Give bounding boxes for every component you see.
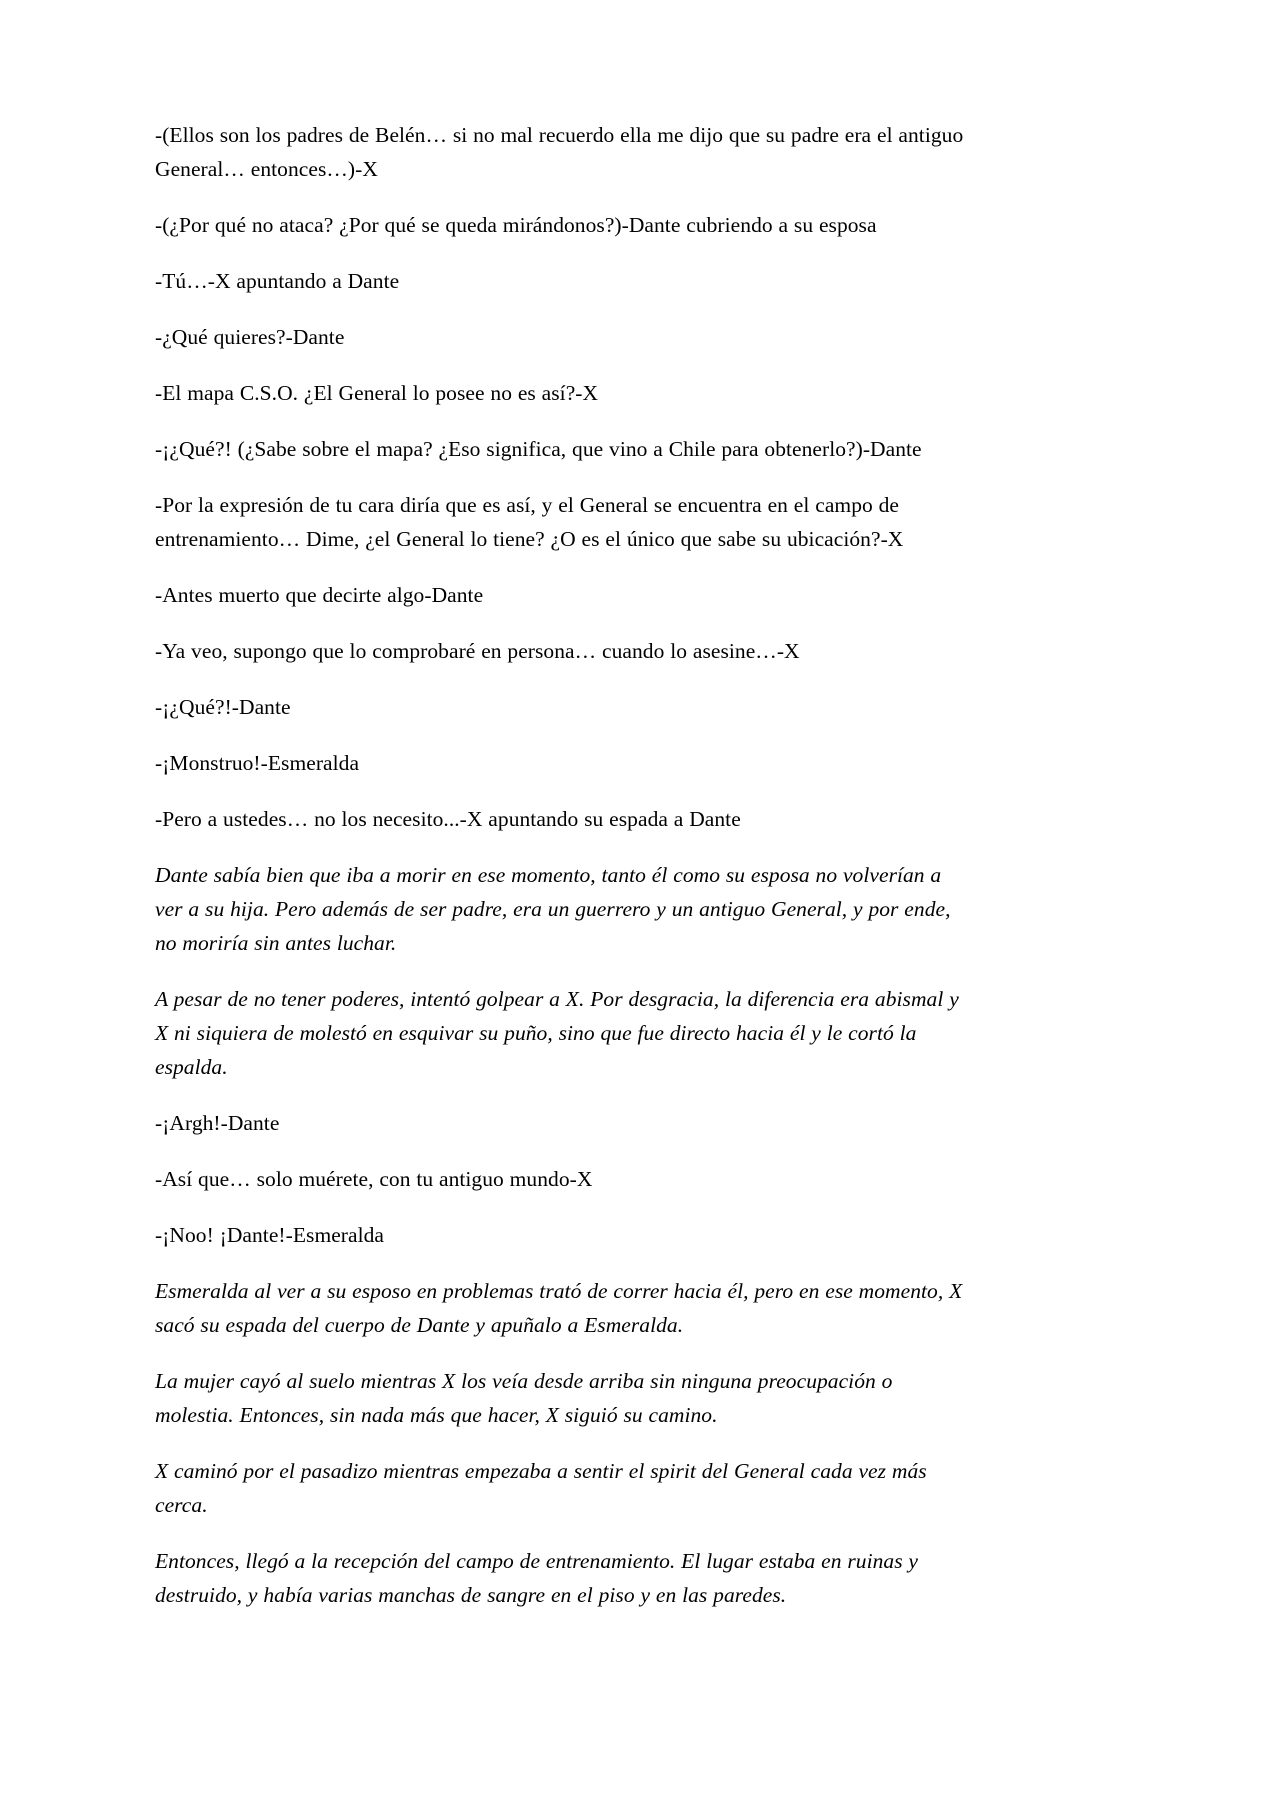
paragraph-dialogue: -¡Monstruo!-Esmeralda — [155, 751, 360, 775]
paragraph-narration: Entonces, llegó a la recepción del campo de entrenamiento. El lugar estaba en ruinas y destruido, y había varias manchas de sangre en el piso y en las paredes. — [155, 1549, 919, 1607]
paragraph-dialogue: -(Ellos son los padres de Belén… si no mal recuerdo ella me dijo que su padre era el antiguo General… entonces…)-X — [155, 123, 964, 181]
paragraph-dialogue: -Por la expresión de tu cara diría que es así, y el General se encuentra en el campo de entrenamiento… Dime, ¿el General lo tiene? ¿O es el único que sabe su ubicación?-X — [155, 493, 904, 551]
paragraph-dialogue: -Antes muerto que decirte algo-Dante — [155, 583, 484, 607]
paragraph-dialogue: -¿Qué quieres?-Dante — [155, 325, 345, 349]
paragraph-dialogue: -(¿Por qué no ataca? ¿Por qué se queda mirándonos?)-Dante cubriendo a su esposa — [155, 213, 877, 237]
paragraph-narration: Dante sabía bien que iba a morir en ese momento, tanto él como su esposa no volverían a ver a su hija. Pero además de ser padre, era un guerrero y un antiguo General, y por ende, no moriría sin antes luchar. — [155, 863, 951, 955]
paragraph-dialogue: -El mapa C.S.O. ¿El General lo posee no es así?-X — [155, 381, 599, 405]
paragraph-dialogue: -¡Argh!-Dante — [155, 1111, 280, 1135]
document-text-body — [155, 118, 965, 1612]
paragraph-dialogue: -Pero a ustedes… no los necesito...-X apuntando su espada a Dante — [155, 807, 741, 831]
paragraph-dialogue: -¡Noo! ¡Dante!-Esmeralda — [155, 1223, 385, 1247]
paragraph-narration: A pesar de no tener poderes, intentó golpear a X. Por desgracia, la diferencia era abismal y X ni siquiera de molestó en esquivar su puño, sino que fue directo hacia él y le cortó la espalda. — [155, 987, 959, 1079]
paragraph-dialogue: -Ya veo, supongo que lo comprobaré en persona… cuando lo asesine…-X — [155, 639, 800, 663]
paragraph-dialogue: -¡¿Qué?!-Dante — [155, 695, 291, 719]
paragraph-dialogue: -Así que… solo muérete, con tu antiguo mundo-X — [155, 1167, 593, 1191]
paragraph-dialogue: -¡¿Qué?! (¿Sabe sobre el mapa? ¿Eso significa, que vino a Chile para obtenerlo?)-Dante — [155, 437, 922, 461]
paragraph-narration: La mujer cayó al suelo mientras X los veía desde arriba sin ninguna preocupación o molestia. Entonces, sin nada más que hacer, X siguió su camino. — [155, 1369, 893, 1427]
paragraph-dialogue: -Tú…-X apuntando a Dante — [155, 269, 400, 293]
paragraph-narration: X caminó por el pasadizo mientras empezaba a sentir el spirit del General cada vez más cerca. — [155, 1459, 927, 1517]
paragraph-narration: Esmeralda al ver a su esposo en problemas trató de correr hacia él, pero en ese momento, X sacó su espada del cuerpo de Dante y apuñalo a Esmeralda. — [155, 1279, 963, 1337]
